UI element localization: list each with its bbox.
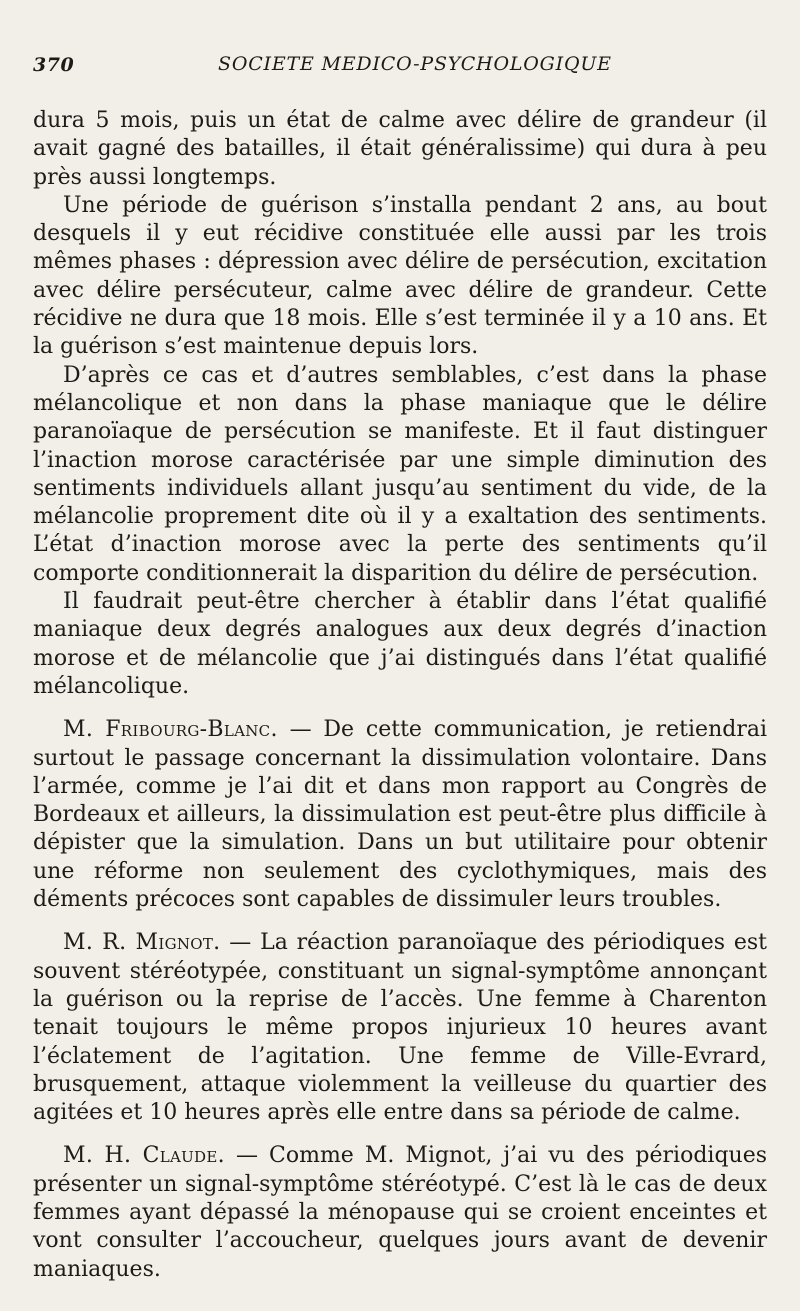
paragraph-claude [33, 1142, 767, 1283]
speaker-name: M. H. Claude. [63, 1143, 225, 1169]
running-head: SOCIETE MEDICO-PSYCHOLOGIQUE [218, 53, 612, 75]
speaker-name: M. R. Mignot. [63, 930, 221, 956]
page-header [33, 48, 767, 90]
paragraph-text: dura 5 mois, puis un état de calme avec délire de grandeur (il avait gagné des batailles, il était généralissime) qui dura à peu près aussi longtemps. [33, 108, 767, 190]
paragraph-mignot [33, 929, 767, 1127]
paragraph-text: D’après ce cas et d’autres semblables, c’est dans la phase mélancolique et non dans la phase maniaque que le délire paranoïaque de persécution se manifeste. Et il faut distinguer l’inaction morose caractérisée par une simple diminution des sentiments individuels allant jusqu’au sentiment du vide, de la mélancolie proprement dite où il y a exaltation des sentiments. L’état d’inaction morose avec la perte des sentiments qu’il comporte conditionnerait la disparition du délire de persécution. [33, 362, 767, 586]
paragraph-fribourg-blanc [33, 716, 767, 914]
paragraph-text: Une période de guérison s’installa pendant 2 ans, au bout desquels il y eut récidive constituée elle aussi par les trois mêmes phases : dépression avec délire de persécution, excitation avec délire persécuteur, calme avec délire de grandeur. Cette récidive ne dura que 18 mois. Elle s’est terminée il y a 10 ans. Et la guérison s’est maintenue depuis lors. [33, 192, 767, 360]
paragraph-recovery [33, 192, 767, 362]
page-number: 370 [33, 54, 75, 76]
paragraph-text: — De cette communication, je retiendrai surtout le passage concernant la dissimulation volontaire. Dans l’armée, comme je l’ai dit et dans mon rapport au Congrès de Bordeaux et ailleurs, la dissimulation est peut-être plus difficile à dépister que la simulation. Dans un but utilitaire pour obtenir une réforme non seulement des cyclothymiques, mais des déments précoces sont capables de dissimuler leurs troubles. [33, 717, 767, 913]
paragraph-melancholic-phase [33, 362, 767, 588]
body-text [33, 107, 767, 1284]
paragraph-text: — Comme M. Mignot, j’ai vu des périodiques présenter un signal-symptôme stéréotypé. C’est là le cas de deux femmes ayant dépassé la ménopause qui se croient enceintes et vont consulter l’accoucheur, quelques jours avant de devenir maniaques. [33, 1143, 768, 1282]
paragraph-continuation [33, 107, 767, 192]
paragraph-maniac-state [33, 588, 767, 701]
paragraph-text: Il faudrait peut-être chercher à établir dans l’état qualifié maniaque deux degrés analogues aux deux degrés d’inaction morose et de mélancolie que j’ai distingués dans l’état qualifié mélancolique. [33, 589, 767, 699]
paragraph-text: — La réaction paranoïaque des périodiques est souvent stéréotypée, constituant un signal-symptôme annonçant la guérison ou la reprise de l’accès. Une femme à Charenton tenait toujours le même propos injurieux 10 heures avant l’éclatement de l’agitation. Une femme de Ville-Evrard, brusquement, attaque violemment la veilleuse du quartier des agitées et 10 heures après elle entre dans sa période de calme. [33, 930, 767, 1126]
speaker-name: M. Fribourg-Blanc. [63, 717, 278, 743]
